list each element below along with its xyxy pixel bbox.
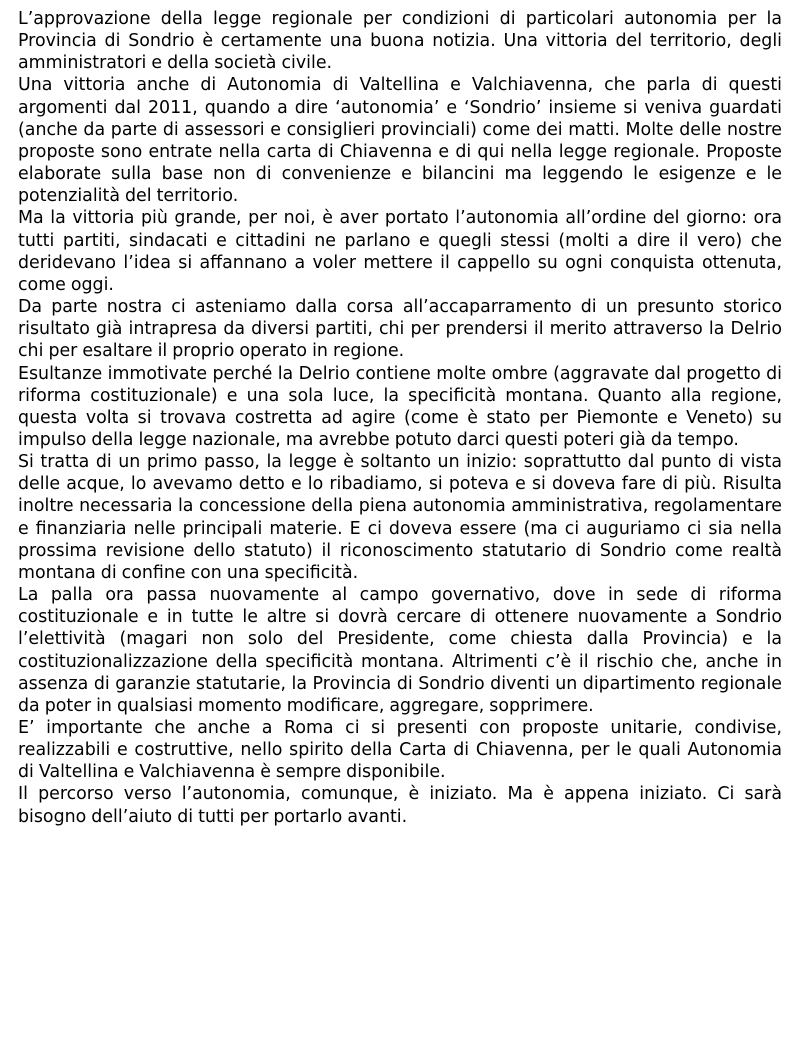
paragraph-rome-proposals: E’ importante che anche a Roma ci si presenti con proposte unitarie, condivise, realizzabili e costruttive, nello spirito della Carta di Chiavenna, per le quali Autonomia di Valtellina e Valchiavenna è sempre disponibile. [18, 718, 782, 783]
paragraph-first-step: Si tratta di un primo passo, la legge è soltanto un inizio: soprattutto dal punto di vista delle acque, lo avevamo detto e lo ribadiamo, si poteva e si doveva fare di più. Risulta inoltre necessaria la concessione della piena autonomia amministrativa, regolamentare e finanziaria nelle principali materie. E ci doveva essere (ma ci auguriamo ci sia nella prossima revisione dello statuto) il riconoscimento statutario di Sondrio come realtà montana di confine con una specificità. [18, 452, 782, 583]
paragraph-conclusion: Il percorso verso l’autonomia, comunque, è iniziato. Ma è appena iniziato. Ci sarà bisogno dell’aiuto di tutti per portarlo avanti. [18, 784, 782, 827]
paragraph-biggest-victory: Ma la vittoria più grande, per noi, è aver portato l’autonomia all’ordine del giorno: ora tutti partiti, sindacati e cittadini ne parlano e quegli stessi (molti a dire il vero) che deridevano l’idea si affannano a voler mettere il cappello su ogni conquista ottenuta, come oggi. [18, 208, 782, 295]
paragraph-government-field: La palla ora passa nuovamente al campo governativo, dove in sede di riforma costituzionale e in tutte le altre si dovrà cercare di ottenere nuovamente a Sondrio l’elettività (magari non solo del Presidente, come chiesta dalla Provincia) e la costituzionalizzazione della specificità montana. Altrimenti c’è il rischio che, anche in assenza di garanzie statutarie, la Provincia di Sondrio diventi un dipartimento regionale da poter in qualsiasi momento modificare, aggregare, sopprimere. [18, 585, 782, 716]
paragraph-unmotivated-celebrations: Esultanze immotivate perché la Delrio contiene molte ombre (aggravate dal progetto di riforma costituzionale) e una sola luce, la specificità montana. Quanto alla regione, questa volta si trovava costretta ad agire (come è stato per Piemonte e Veneto) su impulso della legge nazionale, ma avrebbe potuto darci questi poteri già da tempo. [18, 363, 782, 450]
paragraph-abstention: Da parte nostra ci asteniamo dalla corsa all’accaparramento di un presunto storico risultato già intrapresa da diversi partiti, chi per prendersi il merito attraverso la Delrio chi per esaltare il proprio operato in regione. [18, 297, 782, 362]
paragraph-autonomia-victory: Una vittoria anche di Autonomia di Valtellina e Valchiavenna, che parla di questi argomenti dal 2011, quando a dire ‘autonomia’ e ‘Sondrio’ insieme si veniva guardati (anche da parte di assessori e consiglieri provinciali) come dei matti. Molte delle nostre proposte sono entrate nella carta di Chiavenna e di qui nella legge regionale. Proposte elaborate sulla base non di convenienze e bilancini ma leggendo le esigenze e le potenzialità del territorio. [18, 75, 782, 207]
paragraph-intro: L’approvazione della legge regionale per condizioni di particolari autonomia per la Provincia di Sondrio è certamente una buona notizia. Una vittoria del territorio, degli amministratori e della società civile. [18, 9, 782, 74]
